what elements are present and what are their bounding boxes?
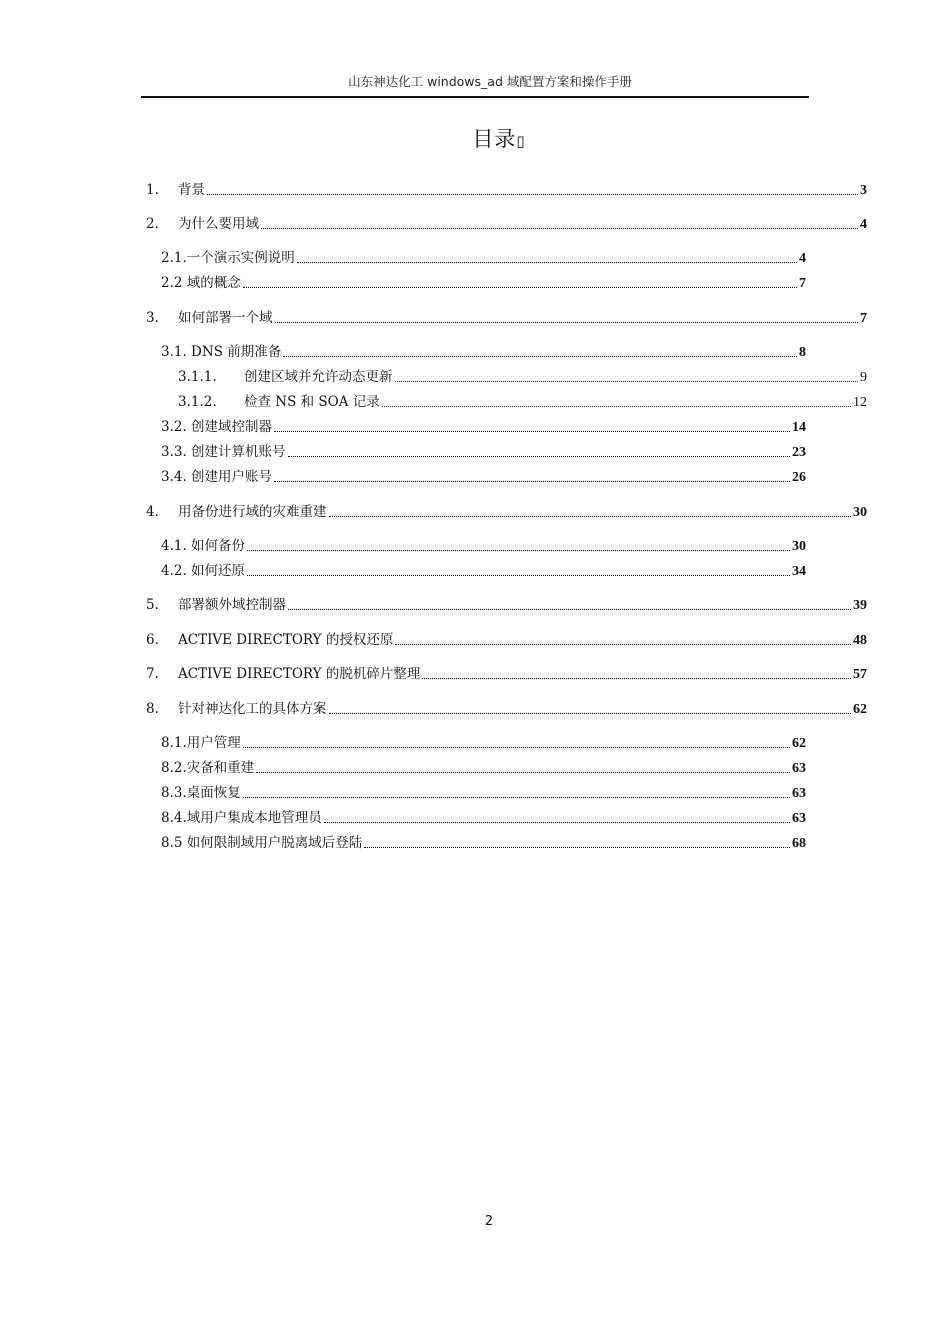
- toc-entry[interactable]: [161, 783, 806, 803]
- toc-entry-page: 68: [792, 836, 806, 851]
- toc-entry[interactable]: [161, 342, 806, 362]
- dot-leader: [329, 516, 852, 517]
- dot-leader: [256, 772, 790, 773]
- dot-leader: [395, 644, 851, 645]
- toc-entry-page: 7: [860, 311, 867, 326]
- toc-entry-label: 4.2. 如何还原: [161, 563, 246, 579]
- toc-entry-number: 3.: [146, 310, 159, 326]
- toc-entry-number: 2.: [146, 216, 159, 232]
- toc-entry[interactable]: [146, 214, 867, 234]
- toc-entry-page: 23: [792, 445, 806, 460]
- toc-entry-label: 针对神达化工的具体方案: [178, 701, 327, 717]
- toc-entry-page: 34: [792, 564, 806, 579]
- toc-entry-page: 63: [792, 761, 806, 776]
- toc-entry[interactable]: [161, 442, 806, 462]
- page-number: 2: [484, 1214, 494, 1229]
- dot-leader: [207, 194, 858, 195]
- toc-entry-number: 7.: [146, 666, 159, 682]
- toc-entry[interactable]: [146, 699, 867, 719]
- toc-entry-page: 48: [853, 633, 867, 648]
- dot-leader: [243, 797, 790, 798]
- toc-entry-label: 3.1. DNS 前期准备: [161, 344, 282, 360]
- dot-leader: [324, 822, 790, 823]
- dot-leader: [288, 456, 790, 457]
- toc-entry-label: 8.5 如何限制域用户脱离域后登陆: [161, 835, 363, 851]
- toc-entry[interactable]: [146, 630, 867, 650]
- toc-entry-page: 4: [799, 251, 806, 266]
- toc-entry-page: 62: [853, 702, 867, 717]
- toc-entry-page: 7: [799, 276, 806, 291]
- toc-entry-page: 30: [792, 539, 806, 554]
- dot-leader: [382, 406, 851, 407]
- toc-entry-number: 6.: [146, 632, 159, 648]
- dot-leader: [283, 356, 797, 357]
- toc-entry[interactable]: [161, 536, 806, 556]
- toc-entry-page: 30: [853, 505, 867, 520]
- toc-entry-label: ACTIVE DIRECTORY 的脱机碎片整理: [178, 666, 421, 682]
- toc-entry-number: 1.: [146, 182, 159, 198]
- dot-leader: [243, 287, 797, 288]
- dot-leader: [247, 550, 790, 551]
- toc-entry-page: 26: [792, 470, 806, 485]
- toc-entry-label: 如何部署一个域: [178, 310, 273, 326]
- toc-entry[interactable]: [146, 664, 867, 684]
- dot-leader: [288, 609, 851, 610]
- toc-entry[interactable]: [161, 467, 806, 487]
- toc-entry-label: 创建区域并允许动态更新: [244, 369, 393, 385]
- toc-entry-number: 4.: [146, 504, 159, 520]
- toc-entry[interactable]: [146, 502, 867, 522]
- toc-entry-page: 3: [860, 183, 867, 198]
- dot-leader: [364, 847, 790, 848]
- toc-entry-number: 3.1.1.: [178, 369, 217, 385]
- toc-entry-label: 8.1.用户管理: [161, 735, 241, 751]
- toc-entry-label: 3.3. 创建计算机账号: [161, 444, 286, 460]
- toc-entry-label: 8.4.域用户集成本地管理员: [161, 810, 322, 826]
- dot-leader: [243, 747, 790, 748]
- toc-entry-label: 3.2. 创建域控制器: [161, 419, 273, 435]
- toc-entry[interactable]: [161, 733, 806, 753]
- toc-entry[interactable]: [178, 367, 867, 387]
- toc-entry[interactable]: [161, 417, 806, 437]
- toc-entry[interactable]: [161, 758, 806, 778]
- toc-entry-page: 14: [792, 420, 806, 435]
- toc-entry-label: ACTIVE DIRECTORY 的授权还原: [178, 632, 394, 648]
- toc-entry-page: 4: [860, 217, 867, 232]
- toc-entry-label: 检查 NS 和 SOA 记录: [244, 394, 380, 410]
- toc-entry[interactable]: [161, 808, 806, 828]
- toc-entry-page: 57: [853, 667, 867, 682]
- toc-entry[interactable]: [161, 273, 806, 293]
- toc-entry-label: 8.2.灾备和重建: [161, 760, 255, 776]
- toc-entry[interactable]: [161, 833, 806, 853]
- dot-leader: [329, 713, 852, 714]
- dot-leader: [422, 678, 851, 679]
- dot-leader: [274, 431, 790, 432]
- dot-leader: [261, 228, 858, 229]
- toc-entry-page: 63: [792, 811, 806, 826]
- dot-leader: [247, 575, 790, 576]
- toc-entry[interactable]: [161, 561, 806, 581]
- toc-entry[interactable]: [146, 595, 867, 615]
- toc-entry-page: 8: [799, 345, 806, 360]
- toc-entry-number: 8.: [146, 701, 159, 717]
- toc-entry-label: 2.1.一个演示实例说明: [161, 250, 295, 266]
- toc-entry-label: 部署额外域控制器: [178, 597, 286, 613]
- toc-entry-label: 用备份进行域的灾难重建: [178, 504, 327, 520]
- toc-entry[interactable]: [146, 180, 867, 200]
- dot-leader: [274, 481, 790, 482]
- toc-entry-page: 62: [792, 736, 806, 751]
- running-header: 山东神达化工 windows_ad 域配置方案和操作手册: [348, 74, 632, 89]
- toc-entry-number: 5.: [146, 597, 159, 613]
- toc-entry[interactable]: [146, 308, 867, 328]
- toc-entry[interactable]: [161, 248, 806, 268]
- toc-entry-label: 为什么要用域: [178, 216, 259, 232]
- toc-title: 目录▯: [472, 127, 526, 151]
- toc-entry-number: 3.1.2.: [178, 394, 217, 410]
- toc-entry[interactable]: [178, 392, 867, 412]
- toc-entry-page: 12: [853, 395, 867, 410]
- toc-entry-page: 63: [792, 786, 806, 801]
- toc-entry-page: 39: [853, 598, 867, 613]
- toc-entry-page: 9: [860, 370, 867, 385]
- toc-entry-label: 2.2 域的概念: [161, 275, 241, 291]
- toc-entry-label: 背景: [178, 182, 205, 198]
- dot-leader: [395, 381, 859, 382]
- toc-entry-label: 4.1. 如何备份: [161, 538, 246, 554]
- toc-entry-label: 3.4. 创建用户账号: [161, 469, 273, 485]
- dot-leader: [297, 262, 797, 263]
- toc-entry-label: 8.3.桌面恢复: [161, 785, 241, 801]
- dot-leader: [275, 322, 859, 323]
